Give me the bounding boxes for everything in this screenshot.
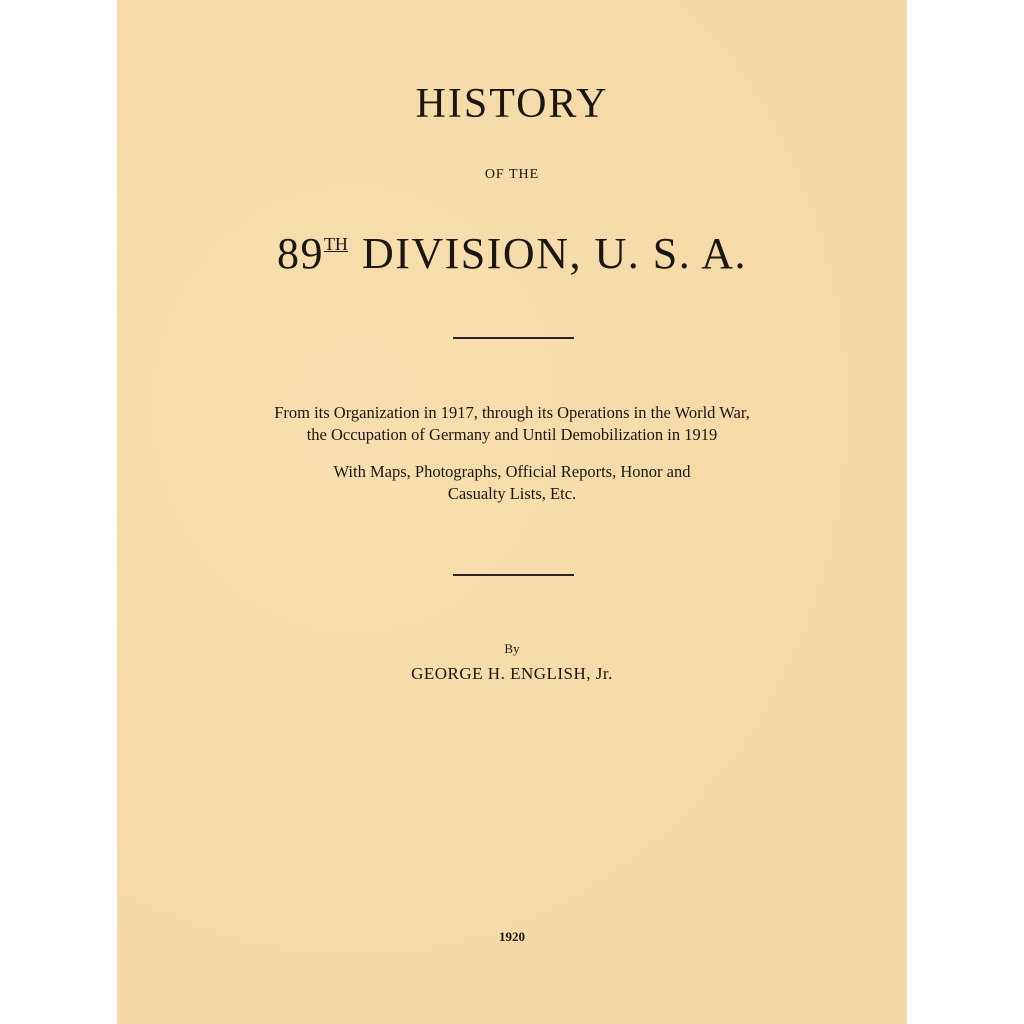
division-suffix: TH	[323, 234, 348, 254]
subtitle-line: the Occupation of Germany and Until Demobilization in 1919	[306, 425, 718, 444]
division-heading	[117, 228, 907, 279]
contents-line: Casualty Lists, Etc.	[447, 484, 577, 503]
book-title: HISTORY	[415, 81, 609, 127]
contents-line: With Maps, Photographs, Official Reports, Honor and	[333, 462, 691, 481]
division-number: 89	[276, 229, 324, 278]
of-the-label: OF THE	[484, 167, 540, 182]
division-name: DIVISION, U. S. A.	[361, 229, 748, 278]
by-label: By	[504, 641, 520, 656]
title-page	[117, 0, 907, 1024]
divider-rule	[453, 337, 574, 339]
divider-rule	[453, 574, 574, 576]
subtitle-line: From its Organization in 1917, through its Operations in the World War,	[274, 403, 750, 422]
author-name: GEORGE H. ENGLISH, Jr.	[411, 664, 613, 683]
publication-year: 1920	[499, 929, 525, 944]
